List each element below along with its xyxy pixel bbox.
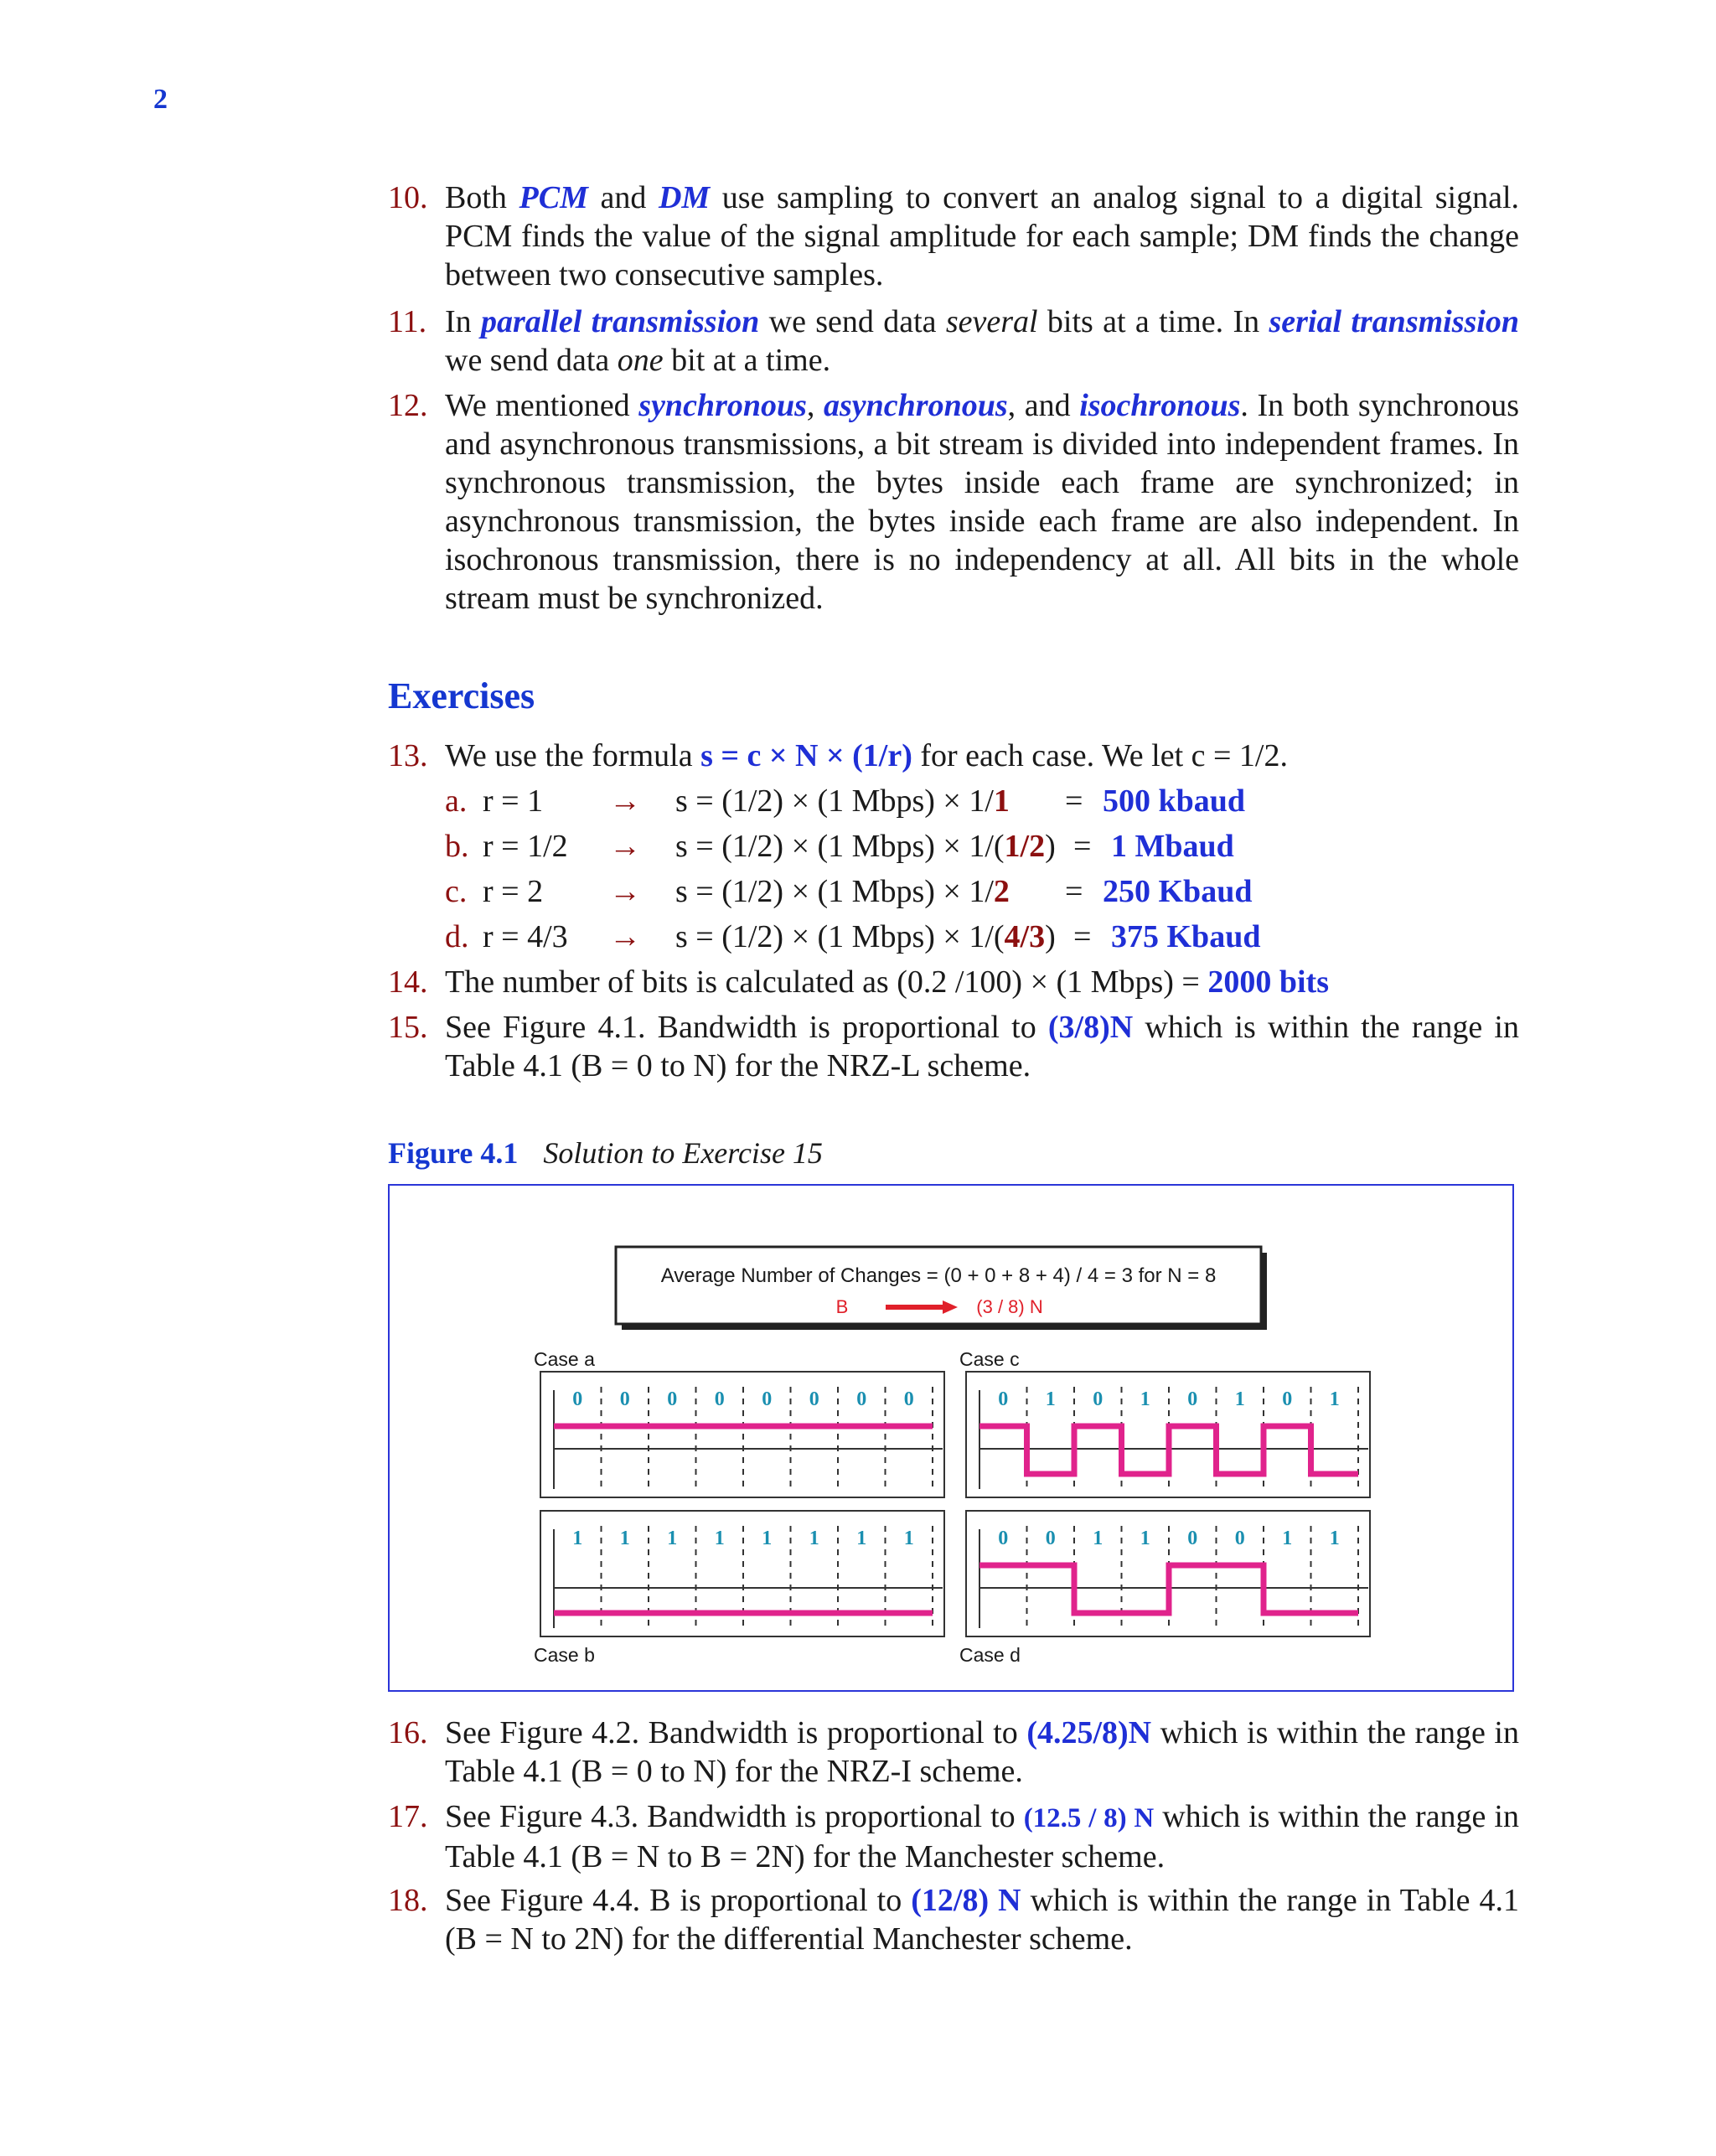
answer-13 bbox=[388, 737, 1519, 775]
text-run: we send data bbox=[445, 343, 618, 378]
result: (12/8) N bbox=[911, 1883, 1021, 1918]
bit-label: 1 bbox=[1140, 1528, 1150, 1549]
answer-text bbox=[445, 1008, 1519, 1085]
answer-text bbox=[445, 1714, 1519, 1791]
answer-text bbox=[445, 386, 1519, 618]
bit-label: 0 bbox=[809, 1388, 819, 1410]
bit-label: 1 bbox=[619, 1528, 630, 1549]
result: 250 Kbaud bbox=[1103, 874, 1253, 909]
text-run: which is within the range in Table 4.1 (B = 0 to N) for the NRZ-L scheme. bbox=[445, 1010, 1519, 1083]
bit-label: 0 bbox=[998, 1388, 1009, 1410]
result: 500 kbaud bbox=[1103, 783, 1246, 819]
term-isochronous: isochronous bbox=[1079, 388, 1241, 423]
r-value: r = 2 bbox=[483, 874, 544, 909]
figure-label: Figure 4.1 bbox=[388, 1136, 519, 1170]
bit-label: 1 bbox=[667, 1528, 678, 1549]
text-run: We use the formula bbox=[445, 738, 701, 773]
bit-label: 0 bbox=[667, 1388, 678, 1410]
bit-label: 0 bbox=[1187, 1528, 1198, 1549]
term-serial: serial transmission bbox=[1269, 304, 1519, 339]
text-run: The number of bits is calculated as (0.2 /100) × (1 Mbps) = bbox=[445, 964, 1208, 1000]
bit-label: 1 bbox=[714, 1528, 725, 1549]
text-run: which is within the range in Table 4.1 (B = 0 to N) for the NRZ-I scheme. bbox=[445, 1715, 1519, 1789]
bit-label: 0 bbox=[903, 1388, 914, 1410]
text-run: use sampling to convert an analog signal to a digital signal. PCM finds the value of the signal amplitude for each sample; DM finds the change between two consecutive samples. bbox=[445, 180, 1520, 292]
answer-text bbox=[445, 302, 1519, 380]
text-run: We mentioned bbox=[445, 388, 639, 423]
case-b-label: Case b bbox=[534, 1644, 595, 1666]
result: 375 Kbaud bbox=[1111, 919, 1261, 954]
result: (4.25/8)N bbox=[1026, 1715, 1152, 1750]
arrow-icon: → bbox=[609, 919, 641, 954]
term-parallel: parallel transmission bbox=[480, 304, 760, 339]
sub-label: b. bbox=[445, 829, 469, 864]
answer-15 bbox=[388, 1008, 1519, 1085]
r-value: r = 1/2 bbox=[483, 829, 568, 864]
term-dm: DM bbox=[658, 180, 711, 215]
expression: s = (1/2) × (1 Mbps) × 1/2 bbox=[675, 874, 1010, 909]
figure-diagram bbox=[390, 1186, 1512, 1690]
panel-case-c bbox=[966, 1372, 1370, 1497]
bit-label: 1 bbox=[1140, 1388, 1150, 1410]
arrow-icon: → bbox=[609, 874, 641, 909]
text-run: See Figure 4.2. Bandwidth is proportional to bbox=[445, 1715, 1027, 1750]
text-run: bits at a time. In bbox=[1037, 304, 1269, 339]
bit-label: 0 bbox=[762, 1388, 773, 1410]
figure-caption bbox=[388, 1135, 823, 1171]
term-asynchronous: asynchronous bbox=[824, 388, 1008, 423]
item-number: 10. bbox=[388, 180, 428, 215]
bit-label: 1 bbox=[903, 1528, 914, 1549]
bit-label: 1 bbox=[1282, 1528, 1293, 1549]
bit-label: 0 bbox=[1187, 1388, 1198, 1410]
item-number: 17. bbox=[388, 1799, 428, 1834]
item-number: 13. bbox=[388, 738, 428, 773]
answer-text bbox=[445, 963, 1519, 1001]
bit-label: 1 bbox=[1329, 1528, 1340, 1549]
equals: = bbox=[1065, 874, 1083, 909]
term-synchronous: synchronous bbox=[638, 388, 807, 423]
text-italic: several bbox=[945, 304, 1038, 339]
expression: s = (1/2) × (1 Mbps) × 1/(4/3) bbox=[675, 919, 1056, 954]
sub-label: c. bbox=[445, 874, 468, 909]
case-d-label: Case d bbox=[959, 1644, 1021, 1666]
result: 1 Mbaud bbox=[1111, 829, 1234, 864]
answer-text bbox=[445, 1881, 1519, 1958]
item-number: 18. bbox=[388, 1883, 428, 1918]
bit-label: 0 bbox=[714, 1388, 725, 1410]
text-run: and bbox=[587, 180, 659, 215]
r-value: r = 1 bbox=[483, 783, 544, 819]
summary-text: Average Number of Changes = (0 + 0 + 8 + 4) / 4 = 3 for N = 8 bbox=[660, 1264, 1217, 1287]
case-a-label: Case a bbox=[534, 1348, 595, 1370]
page-number: 2 bbox=[153, 84, 168, 115]
bit-label: 1 bbox=[809, 1528, 819, 1549]
result: (3/8)N bbox=[1047, 1010, 1134, 1045]
answer-text bbox=[445, 178, 1519, 294]
exercises-heading: Exercises bbox=[388, 675, 535, 716]
equals: = bbox=[1065, 783, 1083, 819]
answer-text bbox=[445, 737, 1519, 775]
term-pcm: PCM bbox=[519, 180, 588, 215]
text-run: . In both synchronous and asynchronous transmissions, a bit stream is divided into independent frames. In synchronous transmission, the bytes inside each frame are synchronized; in asynchronous transmission, the bytes inside each frame are also independent. In isochronous transmission, there is no independency at all. All bits in the whole stream must be synchronized. bbox=[445, 388, 1519, 616]
arrow-icon: → bbox=[609, 829, 641, 864]
result: (12.5 / 8) N bbox=[1023, 1803, 1155, 1833]
bit-label: 1 bbox=[1329, 1388, 1340, 1410]
bit-label: 0 bbox=[1045, 1528, 1056, 1549]
item-number: 16. bbox=[388, 1715, 428, 1750]
bit-label: 1 bbox=[762, 1528, 773, 1549]
item-number: 14. bbox=[388, 964, 428, 1000]
text-run: , and bbox=[1007, 388, 1080, 423]
text-italic: one bbox=[617, 343, 664, 378]
result: 2000 bits bbox=[1207, 964, 1329, 1000]
panel-case-d bbox=[966, 1511, 1370, 1636]
bit-label: 1 bbox=[1093, 1528, 1104, 1549]
answer-12 bbox=[388, 386, 1519, 618]
item-number: 12. bbox=[388, 388, 428, 423]
answer-18 bbox=[388, 1881, 1519, 1958]
answer-text bbox=[445, 1797, 1519, 1876]
equals: = bbox=[1073, 919, 1092, 954]
bit-label: 0 bbox=[1093, 1388, 1104, 1410]
figure-title: Solution to Exercise 15 bbox=[543, 1136, 823, 1170]
bit-label: 1 bbox=[1234, 1388, 1245, 1410]
panel-case-a bbox=[540, 1372, 944, 1497]
bit-label: 0 bbox=[856, 1388, 867, 1410]
bit-label: 1 bbox=[856, 1528, 867, 1549]
sub-label: d. bbox=[445, 919, 469, 954]
text-run: See Figure 4.3. Bandwidth is proportional to bbox=[445, 1799, 1024, 1834]
formula: s = c × N × (1/r) bbox=[700, 738, 912, 773]
equals: = bbox=[1073, 829, 1092, 864]
answer-10 bbox=[388, 178, 1519, 294]
bit-label: 0 bbox=[1234, 1528, 1245, 1549]
sub-label: a. bbox=[445, 783, 468, 819]
expression: s = (1/2) × (1 Mbps) × 1/1 bbox=[675, 783, 1010, 819]
text-run: See Figure 4.4. B is proportional to bbox=[445, 1883, 912, 1918]
text-run: In bbox=[445, 304, 481, 339]
text-run: which is within the range in Table 4.1 (B = N to B = 2N) for the Manchester scheme. bbox=[445, 1799, 1519, 1874]
text-run: See Figure 4.1. Bandwidth is proportional to bbox=[445, 1010, 1048, 1045]
text-run: which is within the range in Table 4.1 (B = N to 2N) for the differential Manchester scheme. bbox=[445, 1883, 1520, 1957]
text-run: we send data bbox=[759, 304, 946, 339]
case-c-label: Case c bbox=[959, 1348, 1020, 1370]
answer-16 bbox=[388, 1714, 1519, 1791]
text-run: , bbox=[806, 388, 824, 423]
arrow-icon: → bbox=[609, 783, 641, 819]
bit-label: 0 bbox=[572, 1388, 583, 1410]
expression: s = (1/2) × (1 Mbps) × 1/(1/2) bbox=[675, 829, 1056, 864]
summary-b-label: B bbox=[835, 1296, 849, 1317]
summary-result: (3 / 8) N bbox=[976, 1296, 1043, 1317]
text-run: Both bbox=[445, 180, 519, 215]
bit-label: 0 bbox=[1282, 1388, 1293, 1410]
text-run: bit at a time. bbox=[663, 343, 831, 378]
bit-label: 0 bbox=[619, 1388, 630, 1410]
text-run: for each case. We let c = 1/2. bbox=[912, 738, 1288, 773]
panel-case-b bbox=[540, 1511, 944, 1636]
item-number: 11. bbox=[388, 304, 427, 339]
bit-label: 1 bbox=[572, 1528, 583, 1549]
r-value: r = 4/3 bbox=[483, 919, 568, 954]
figure-frame bbox=[388, 1184, 1514, 1692]
answer-11 bbox=[388, 302, 1519, 380]
answer-17 bbox=[388, 1797, 1519, 1876]
bit-label: 0 bbox=[998, 1528, 1009, 1549]
item-number: 15. bbox=[388, 1010, 428, 1045]
answer-14 bbox=[388, 963, 1519, 1001]
bit-label: 1 bbox=[1045, 1388, 1056, 1410]
